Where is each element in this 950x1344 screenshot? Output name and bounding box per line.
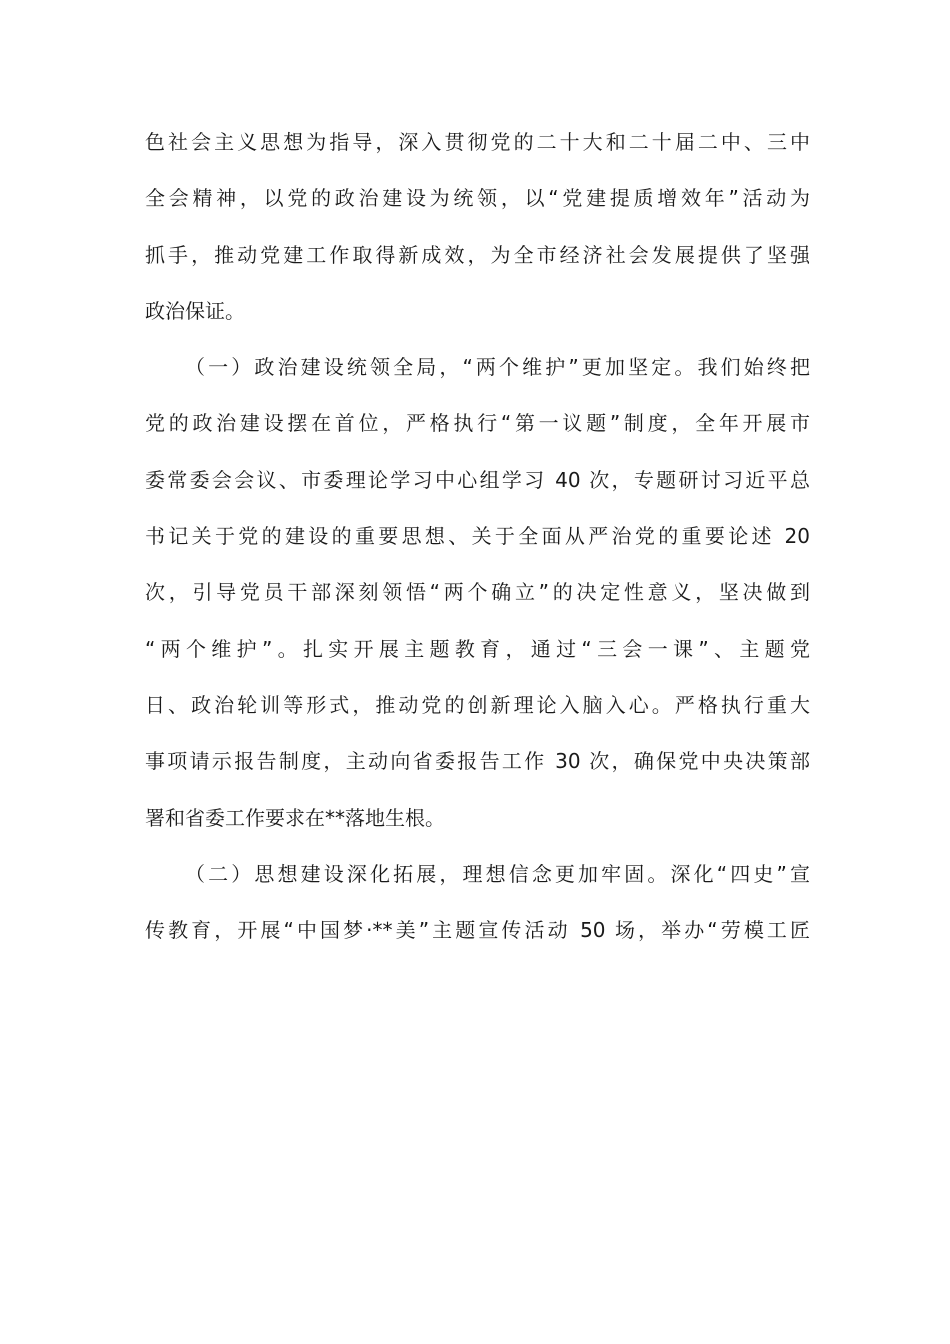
text-line: 色社会主义思想为指导，深入贯彻党的二十大和二十届二中、三中 [145, 130, 810, 154]
text-line: 抓手，推动党建工作取得新成效，为全市经济社会发展提供了坚强 [145, 242, 810, 267]
section-heading-line: （二）思想建设深化拓展，理想信念更加牢固。深化“四史”宣 [185, 861, 810, 886]
text-line: 书记关于党的建设的重要思想、关于全面从严治党的重要论述 20 [145, 524, 810, 549]
text-line: 党的政治建设摆在首位，严格执行“第一议题”制度，全年开展市 [145, 411, 810, 436]
text-line: “两个维护”。扎实开展主题教育，通过“三会一课”、主题党 [145, 636, 810, 661]
body-text [145, 118, 810, 962]
text-line: 日、政治轮训等形式，推动党的创新理论入脑入心。严格执行重大 [145, 692, 810, 717]
text-line: 事项请示报告制度，主动向省委报告工作 30 次，确保党中央决策部 [145, 749, 810, 774]
text-line: 委常委会会议、市委理论学习中心组学习 40 次，专题研讨习近平总 [145, 467, 810, 492]
text-line: 次，引导党员干部深刻领悟“两个确立”的决定性意义，坚决做到 [145, 580, 810, 605]
text-line: 署和省委工作要求在**落地生根。 [145, 805, 445, 830]
text-line: 全会精神，以党的政治建设为统领，以“党建提质增效年”活动为 [145, 186, 810, 211]
text-line: 政治保证。 [145, 298, 245, 323]
text-line: 传教育，开展“中国梦·**美”主题宣传活动 50 场，举办“劳模工匠 [145, 918, 810, 943]
section-heading-line: （一）政治建设统领全局，“两个维护”更加坚定。我们始终把 [185, 355, 810, 380]
